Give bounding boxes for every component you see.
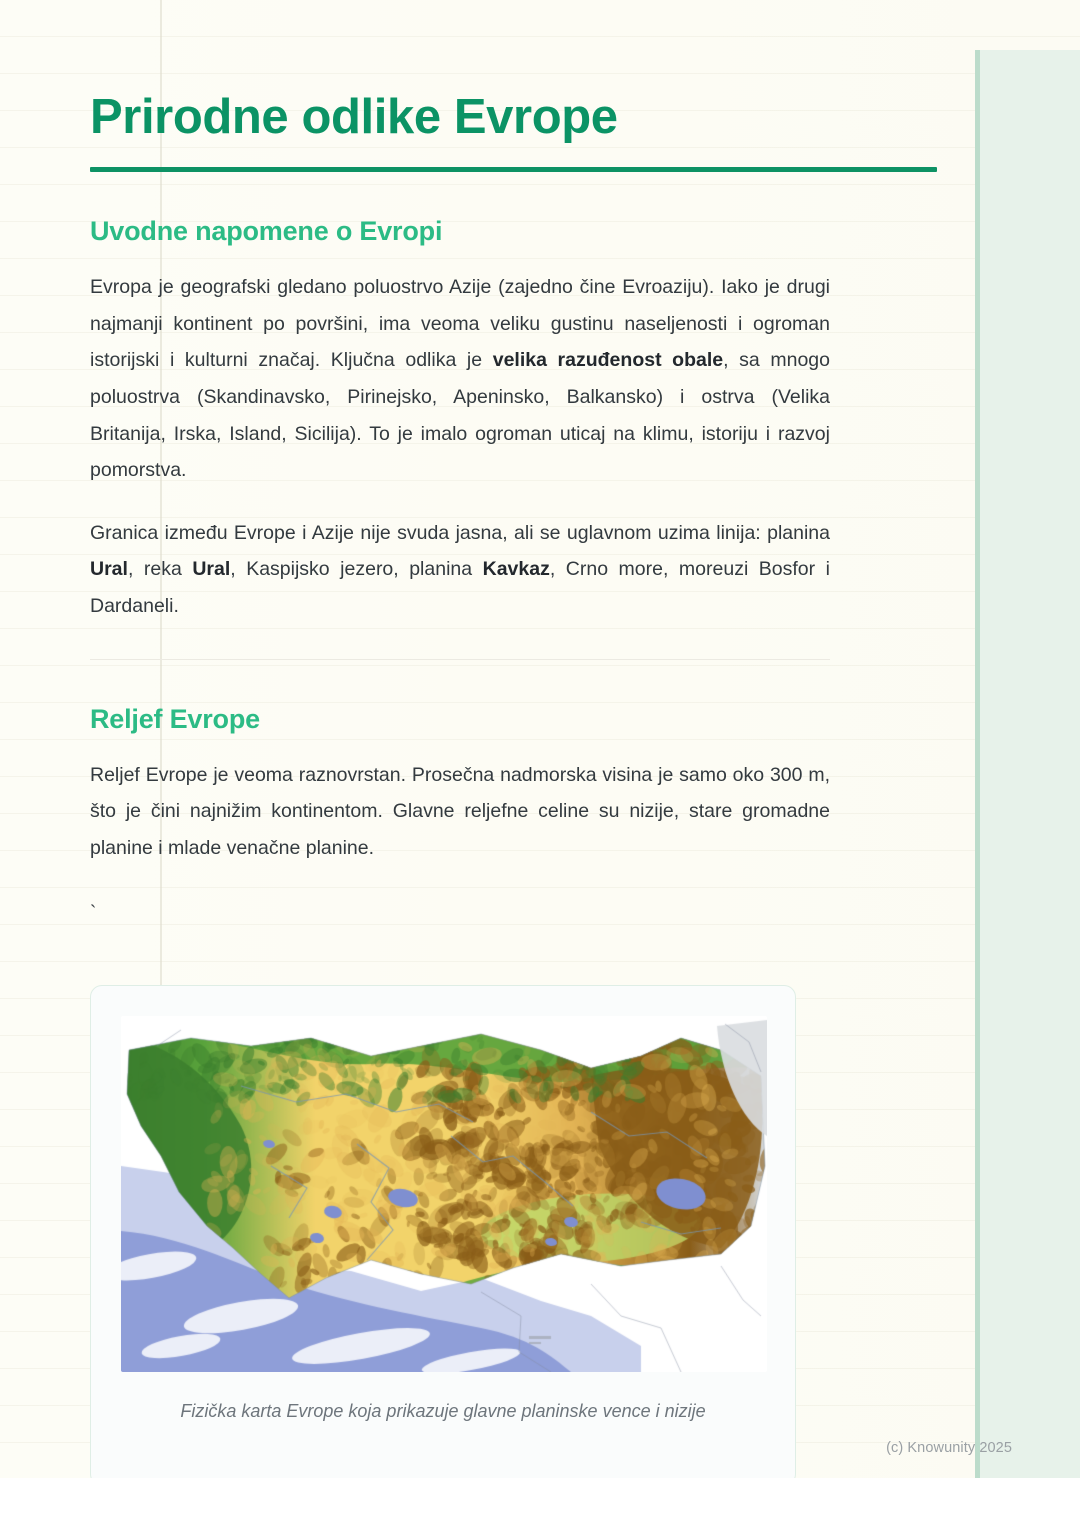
copyright-watermark: (c) Knowunity 2025 xyxy=(886,1440,1012,1456)
text-run: Granica između Evrope i Azije nije svuda jasna, ali se uglavnom uzima linija: planina xyxy=(90,521,830,544)
section-heading-uvodne-napomene: Uvodne napomene o Evropi xyxy=(90,215,443,246)
section-uvodne-napomene xyxy=(90,216,938,660)
relief-map-canvas xyxy=(121,1016,767,1372)
text-run: Reljef Evrope je veoma raznovrstan. Prosečna nadmorska visina je samo oko 300 m, što je čini najnižim kontinentom. Glavne reljefne celine su nizije, stare gromadne planine i mlade venačne planine. xyxy=(90,763,830,860)
section-divider xyxy=(90,659,830,660)
section-heading-reljef-evrope: Reljef Evrope xyxy=(90,703,260,734)
section-reljef-evrope xyxy=(90,704,938,1478)
paragraph xyxy=(90,269,830,489)
text-run: , sa mnogo poluostrva (Skandinavsko, Pirinejsko, Apeninsko, Balkansko) i ostrva (Velika Britanija, Irska, Island, Sicilija). To je imalo ogroman uticaj na klimu, istoriju i razvoj pomorstva. xyxy=(90,349,830,482)
right-side-strip xyxy=(975,50,1080,1478)
relief-map-image xyxy=(121,1016,767,1372)
text-run: , Kaspijsko jezero, planina xyxy=(230,558,483,581)
page-title: Prirodne odlike Evrope xyxy=(90,90,618,144)
figure-card xyxy=(90,985,796,1478)
emphasis-term: Kavkaz xyxy=(482,558,550,581)
figure-caption: Fizička karta Evrope koja prikazuje glavne planinske vence i nizije xyxy=(180,1400,706,1421)
title-underline-rule xyxy=(90,167,937,172)
stray-backtick-text: ` xyxy=(90,902,97,924)
document-content xyxy=(90,0,938,1478)
paragraph xyxy=(90,515,830,625)
emphasis-term: Ural xyxy=(192,558,231,581)
text-run: , Crno more, moreuzi Bosfor i Dardaneli. xyxy=(90,558,830,618)
right-side-strip-edge xyxy=(975,50,980,1478)
emphasis-term: velika razuđenost obale xyxy=(492,349,724,372)
paragraph xyxy=(90,757,830,867)
text-run: , reka xyxy=(127,558,193,581)
text-run: Evropa je geografski gledano poluostrvo Azije (zajedno čine Evroaziju). Iako je drugi najmanji kontinent po površini, ima veoma veliku gustinu naseljenosti i ogroman istorijski i kulturni značaj. Ključna odlika je xyxy=(90,275,830,372)
emphasis-term: Ural xyxy=(90,558,128,581)
